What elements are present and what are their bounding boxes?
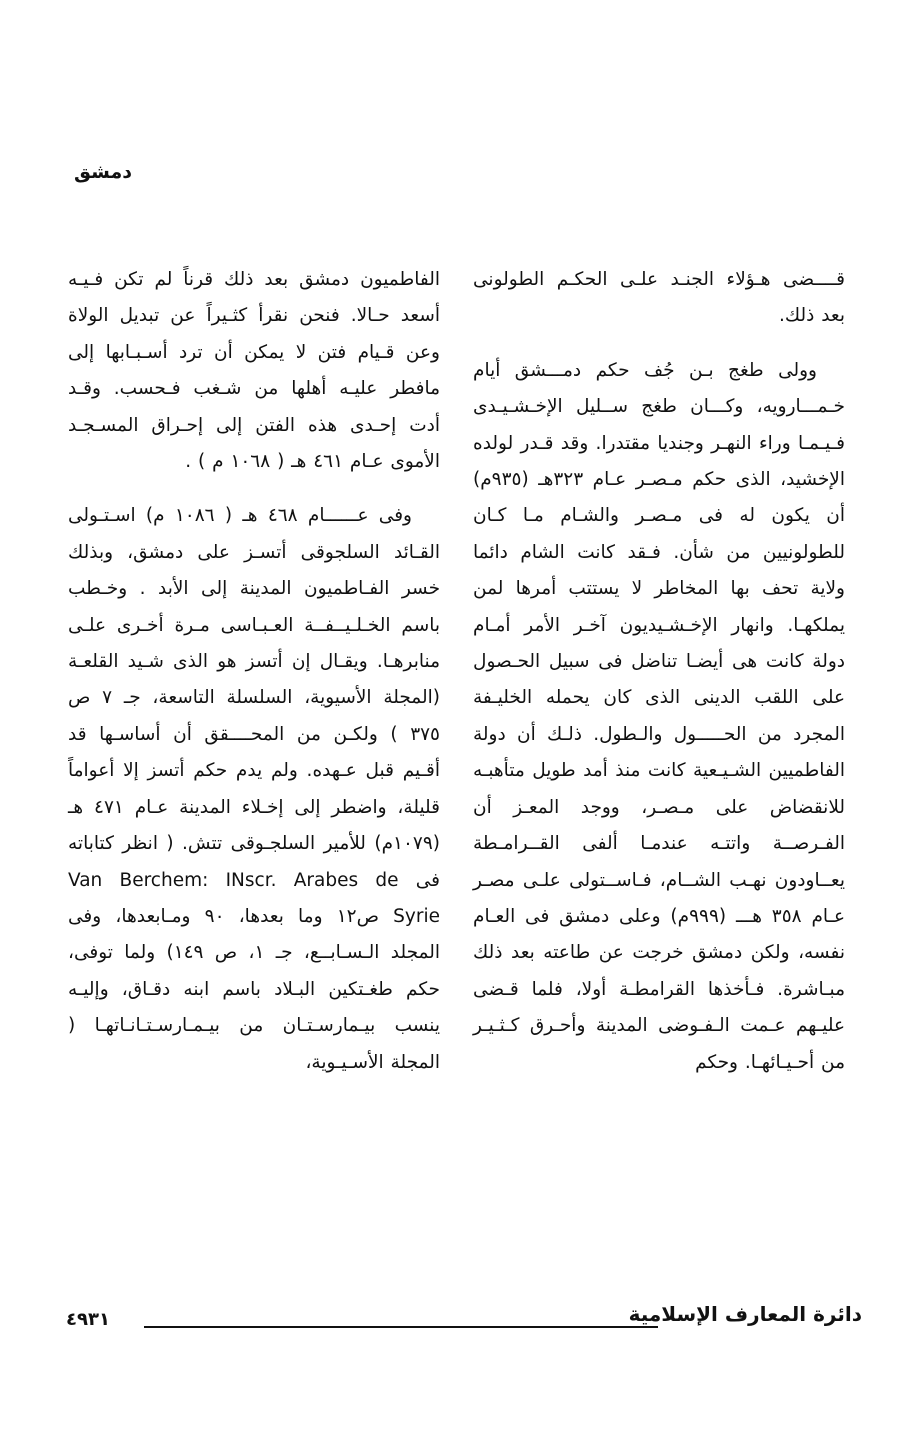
page-footer — [66, 1300, 862, 1340]
publication-title: دائرة المعارف الإسلامية — [628, 1302, 862, 1326]
text-column-left — [68, 262, 440, 1081]
text-column-right — [473, 262, 845, 1081]
footer-rule-divider — [144, 1326, 658, 1328]
page-number: ٤٩٣١ — [66, 1309, 110, 1330]
running-head-title: دمشق — [74, 161, 132, 183]
paragraph: وولى طغج بـن جُف حكم دمـــشق أيام خـمـــارويه، وكـــان طغج ســليل الإخـشـيـدى فـيـمـا وراء النهـر وجنديا مقتدرا. وقد قـدر لولده الإخشيد، الذى حكم مـصـر عـام ٣٢٣هـ (٩٣٥م) أن يكون له فى مـصـر والشـام مـا كـان للطولونيين من شأن. فـقد كانت الشام دائما ولاية تحف بها المخاطر لا يستتب أمرها لمن يملكهـا. وانهار الإخـشـيديون آخـر الأمر أمـام دولة كانت هى أيضـا تناضل فى سبيل الحـصول على اللقب الدينى الذى كان يحمله الخليـفة المجرد من الحـــــول والـطول. ذلـك أن دولة الفاطميين الشـيـعية كانت منذ أمد طويل متأهبـه للانقضاض على مـصـر، ووجد المعـز أن الفـرصــة واتتـه عندمـا ألفى القــرامـطة يعــاودون نهـب الشــام، فـاســتولى علـى مصـر عـام ٣٥٨ هـــ (٩٩٩م) وعلى دمشق فى العـام نفسه، ولكن دمشق خرجت عن طاعته بعد ذلك مبـاشرة. فـأخذها القرامطـة أولا، فلما قـضى عليـهم عـمت الـفـوضى المدينة وأحـرق كـثـيـر من أحـيـائهـا. وحكم — [473, 359, 846, 1073]
paragraph: وفى عــــــام ٤٦٨ هـ ( ١٠٨٦ م) اسـتـولى القـائد السلجوقى أتسـز على دمشق، وبذلك خسر الفـاطميون المدينة إلى الأبد . وخـطب باسم الخـلـيــفــة العـبـاسى مـرة أخـرى علـى منابرهـا. ويقـال إن أتسز هو الذى شـيد القلعـة (المجلة الأسيوية، السلسلة التاسعة، جـ ٧ ص ٣٧٥ ) ولكـن من المحــــقق أن أساسـها قد أقـيم قبل عـهده. ولم يدم حكم أتسز إلا أعواماً قليلة، واضطر إلى إخـلاء المدينة عـام ٤٧١ هـ (١٠٧٩م) للأمير السلجـوقى تتش. ( انظر كتاباته فى Van Berchem: INscr. Arabes de Syrie ص١٢ وما بعدها، ٩٠ ومـابعدها، وفى المجلد الـسـابــع، جـ ١، ص ١٤٩) ولما توفى، حكم طغـتكين البـلاد باسم ابنه دقـاق، وإليـه ينسب بيـمارسـتـان من بيـمـارسـتـانـاتهـا ( المجلة الأسـيـوية، — [68, 505, 441, 1073]
paragraph: الفاطميون دمشق بعد ذلك قرناً لم تكن فـيـه أسعد حـالا. فنحن نقرأ كثـيراً عن تبديل الولاة وعن قـيام فتن لا يمكن أن ترد أسـبـابها إلى مافطر عليـه أهلها من شـغب فـحسب. وقـد أدت إحـدى هذه الفتن إلى إحـراق المسـجـد الأموى عـام ٤٦١ هـ ( ١٠٦٨ م ) . — [68, 269, 440, 473]
paragraph: قــــضى هـؤلاء الجنـد علـى الحكـم الطولونى بعد ذلك. — [473, 269, 845, 327]
